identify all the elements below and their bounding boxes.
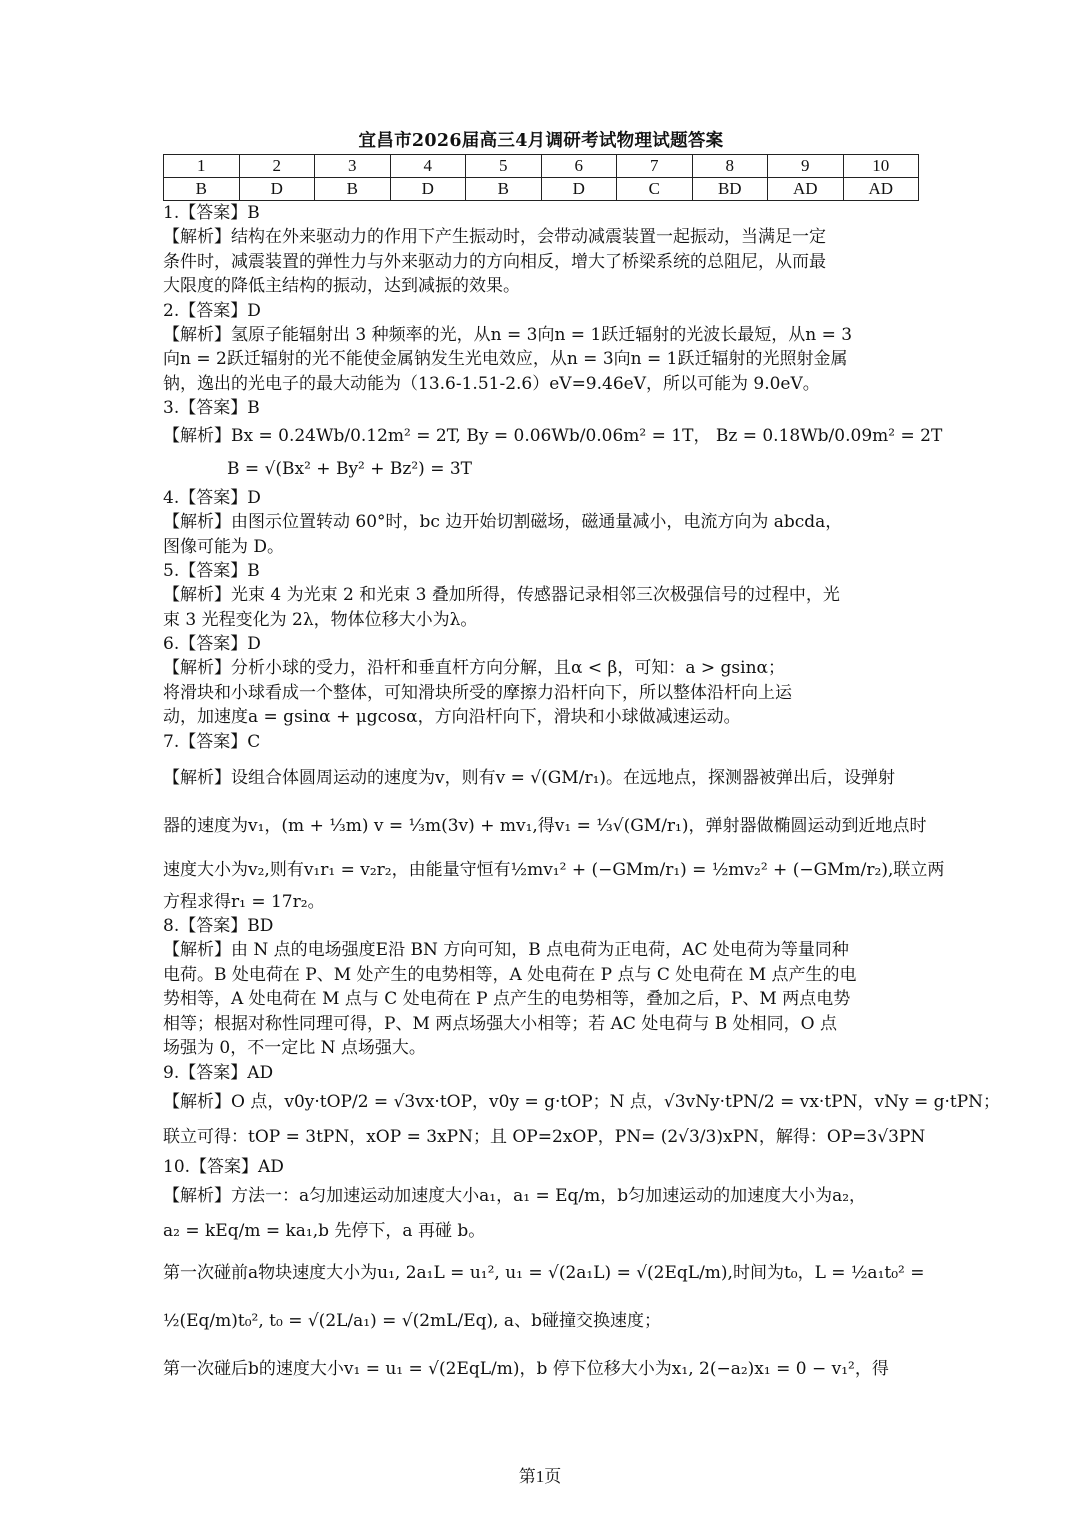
question-6 [163,632,919,730]
explanation-line: 【解析】由 N 点的电场强度E沿 BN 方向可知，B 点电荷为正电荷，AC 处电荷为等量同种 [163,940,849,960]
table-cell-number: 3 [315,155,391,178]
answer-heading: 5.【答案】B [163,561,260,581]
explanation-line: 束 3 光程变化为 2λ，物体位移大小为λ。 [163,609,478,630]
explanation-line: 【解析】结构在外来驱动力的作用下产生振动时，会带动减震装置一起振动，当满足一定 [163,227,826,247]
table-cell-answer: AD [843,178,919,201]
table-cell-answer: D [239,178,315,201]
answer-heading: 9.【答案】AD [163,1062,274,1083]
table-cell-number: 1 [164,155,240,178]
explanation-line: 第一次碰前a物块速度大小为u₁, 2a₁L = u₁², u₁ = √(2a₁L) = √(2EqL/m),时间为t₀，L = ½a₁t₀² = [163,1262,925,1283]
explanation-line: 图像可能为 D。 [163,536,285,557]
table-cell-answer: B [466,178,542,201]
explanation-line: 【解析】氢原子能辐射出 3 种频率的光，从n = 3向n = 1跃迁辐射的光波长最短，从n = 3 [163,324,853,345]
explanation-line: 速度大小为v₂,则有v₁r₁ = v₂r₂，由能量守恒有½mv₁² + (−GMm/r₁) = ½mv₂² + (−GMm/r₂),联立两 [163,859,945,880]
table-cell-answer: D [390,178,466,201]
table-cell-answer: D [541,178,617,201]
explanation-line: 相等；根据对称性同理可得，P、M 两点场强大小相等；若 AC 处电荷与 B 处相同，O 点 [163,1013,837,1034]
question-1 [163,201,919,299]
answer-heading: 7.【答案】C [163,731,261,752]
question-10 [163,1155,925,1393]
answer-heading: 10.【答案】AD [163,1156,284,1177]
answer-table [163,154,919,201]
explanation-line: 钠，逸出的光电子的最大动能为（13.6-1.51-2.6）eV=9.46eV，所以可能为 9.0eV。 [163,373,820,394]
question-4 [163,486,919,559]
explanation-line: 【解析】设组合体圆周运动的速度为v，则有v = √(GM/r₁)。在远地点，探测器被弹出后，设弹射 [163,767,896,788]
table-cell-answer: B [164,178,240,201]
explanation-line: 【解析】光束 4 为光束 2 和光束 3 叠加所得，传感器记录相邻三次极强信号的过程中，光 [163,585,840,605]
table-cell-answer: AD [768,178,844,201]
question-2 [163,299,919,397]
explanation-line: ½(Eq/m)t₀², t₀ = √(2L/a₁) = √(2mL/Eq), a、b碰撞交换速度； [163,1310,661,1331]
explanation-line: 动，加速度a = gsinα + μgcosα，方向沿杆向下，滑块和小球做减速运动。 [163,707,741,727]
explanation-line: 方程求得r₁ = 17r₂。 [163,891,325,912]
question-8 [163,914,919,1061]
explanation-line: 场强为 0，不一定比 N 点场强大。 [163,1038,426,1058]
answer-heading: 8.【答案】BD [163,916,274,936]
table-cell-number: 6 [541,155,617,178]
explanation-line: 势相等，A 处电荷在 M 点与 C 处电荷在 P 点产生的电势相等，叠加之后，P、M 两点电势 [163,989,851,1009]
explanation-line: 【解析】方法一：a匀加速运动加速度大小a₁，a₁ = Eq/m，b匀加速运动的加速度大小为a₂， [163,1185,867,1206]
document-title: 宜昌市2026届高三4月调研考试物理试题答案 [358,131,724,151]
table-cell-number: 9 [768,155,844,178]
explanation-line: 【解析】由图示位置转动 60°时，bc 边开始切割磁场，磁通量减小，电流方向为 abcda， [163,512,843,532]
question-9 [163,1061,1001,1155]
explanation-line: 联立可得：tOP = 3tPN，xOP = 3xPN；且 OP=2xOP，PN= (2√3/3)xPN，解得：OP=3√3PN [163,1126,926,1147]
table-cell-number: 8 [692,155,768,178]
table-cell-number: 4 [390,155,466,178]
table-cell-number: 2 [239,155,315,178]
question-3 [163,396,943,486]
explanation-line: 【解析】O 点，v0y·tOP/2 = √3vx·tOP，v0y = g·tOP；N 点，√3vNy·tPN/2 = vx·tPN，vNy = g·tPN； [163,1091,1001,1112]
answer-heading: 3.【答案】B [163,398,260,418]
page-number: 第1页 [518,1467,562,1486]
explanation-line: 条件时，减震装置的弹性力与外来驱动力的方向相反，增大了桥梁系统的总阻尼，从而最 [163,251,826,272]
answer-heading: 4.【答案】D [163,488,261,508]
explanation-line: 第一次碰后b的速度大小v₁ = u₁ = √(2EqL/m)，b 停下位移大小为x₁, 2(−a₂)x₁ = 0 − v₁²，得 [163,1358,889,1379]
explanation-line: 向n = 2跃迁辐射的光不能使金属钠发生光电效应，从n = 3向n = 1跃迁辐射的光照射金属 [163,349,848,369]
table-cell-answer: C [617,178,693,201]
explanation-line: 电荷。B 处电荷在 P、M 处产生的电势相等，A 处电荷在 P 点与 C 处电荷在 M 点产生的电 [163,964,857,985]
explanation-line: 器的速度为v₁，(m + ⅓m) v = ⅓m(3v) + mv₁,得v₁ = ⅓√(GM/r₁)，弹射器做椭圆运动到近地点时 [163,815,927,836]
question-7 [163,730,945,915]
table-cell-number: 10 [843,155,919,178]
table-cell-answer: B [315,178,391,201]
answer-table-answer-row [164,178,919,201]
answer-heading: 1.【答案】B [163,203,260,223]
explanation-line: 大限度的降低主结构的振动，达到减振的效果。 [163,276,520,296]
table-cell-answer: BD [692,178,768,201]
table-cell-number: 7 [617,155,693,178]
explanation-line: 将滑块和小球看成一个整体，可知滑块所受的摩擦力沿杆向下，所以整体沿杆向上运 [163,682,792,703]
table-cell-number: 5 [466,155,542,178]
answer-heading: 6.【答案】D [163,634,261,654]
question-5 [163,559,919,632]
answer-heading: 2.【答案】D [163,300,261,321]
explanation-line: 【解析】Bx = 0.24Wb/0.12m² = 2T, By = 0.06Wb/0.06m² = 1T， Bz = 0.18Wb/0.09m² = 2T [163,426,943,446]
explanation-line: a₂ = kEq/m = ka₁,b 先停下，a 再碰 b。 [163,1220,486,1241]
explanation-line: B = √(Bx² + By² + Bz²) = 3T [227,459,473,479]
answer-table-number-row [164,155,919,178]
document-page [163,128,1001,1393]
explanation-line: 【解析】分析小球的受力，沿杆和垂直杆方向分解，且α < β，可知：a > gsinα； [163,658,786,678]
